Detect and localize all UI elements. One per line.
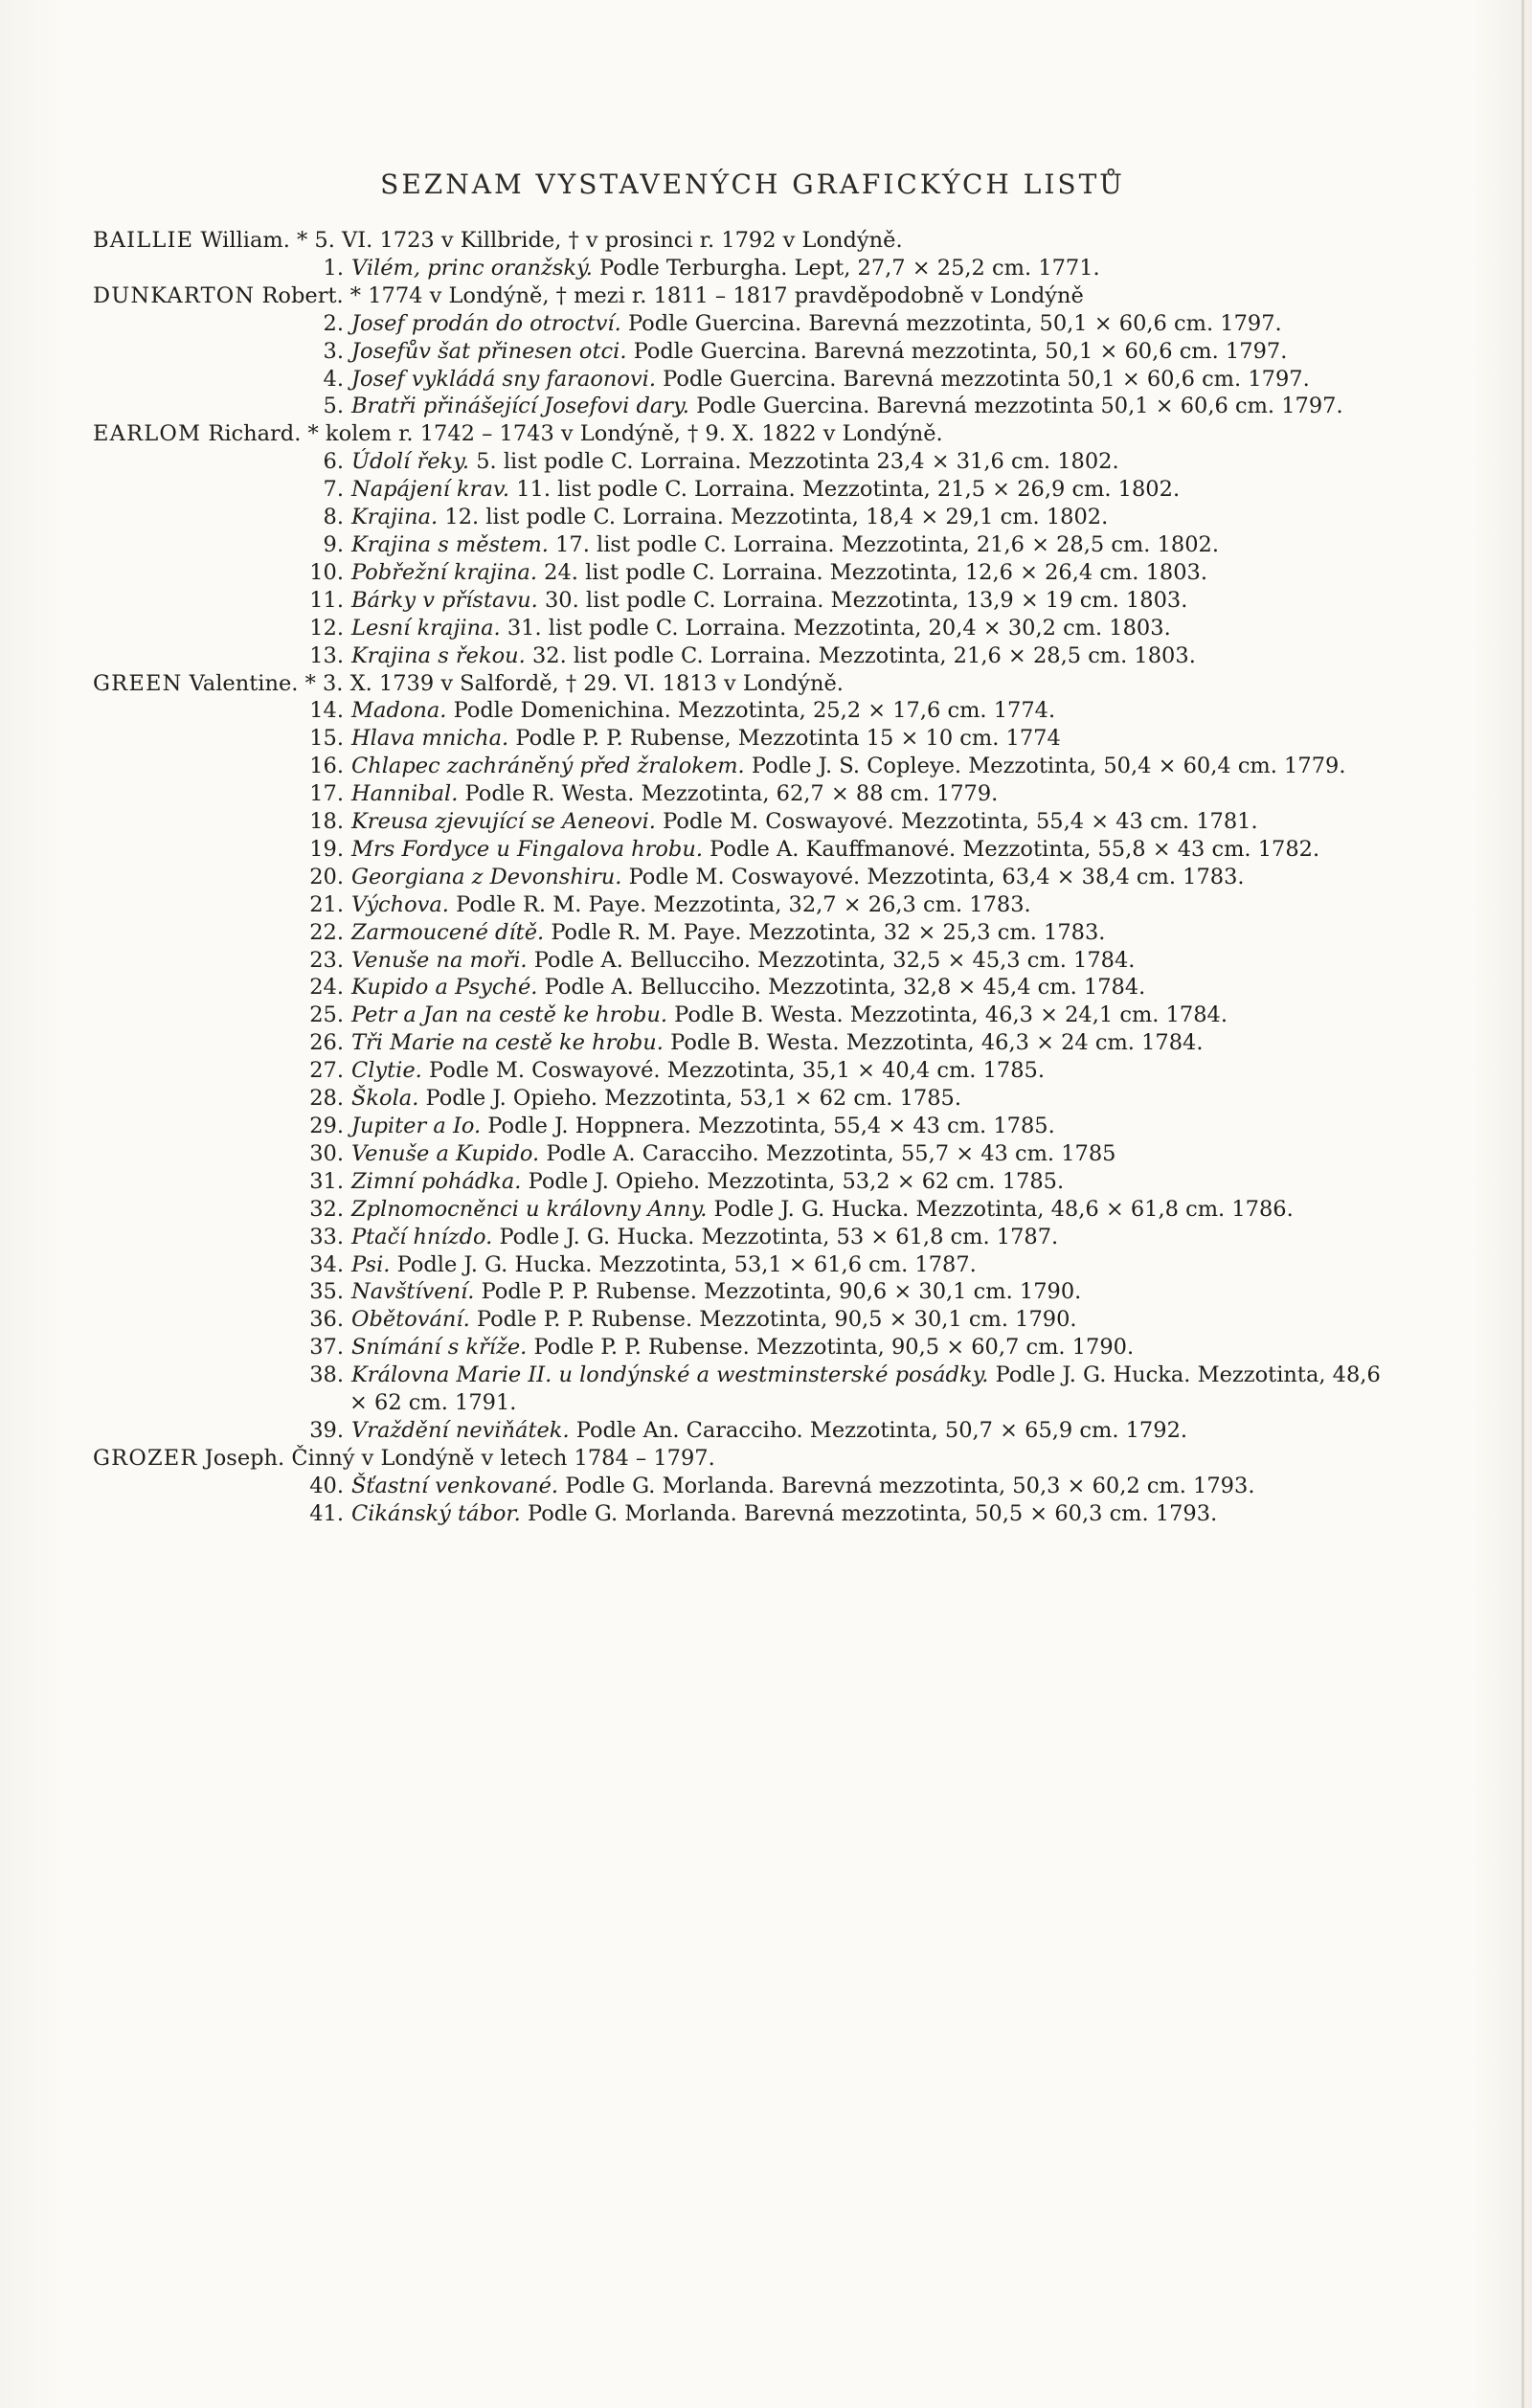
entry-title: Pobřežní krajina.	[351, 559, 537, 585]
entry-title: Vraždění neviňátek.	[351, 1417, 570, 1443]
entry-number: 12.	[309, 615, 344, 641]
entry-number: 25.	[309, 1002, 344, 1028]
entry-number: 13.	[309, 642, 344, 668]
artist-surname: EARLOM	[93, 421, 202, 447]
artist-given-name: Robert.	[261, 282, 344, 308]
catalogue-entry	[309, 919, 1386, 947]
entry-description: Podle An. Caracciho. Mezzotinta, 50,7 × 65,9 cm. 1792.	[575, 1417, 1188, 1443]
catalogue-entry	[309, 1140, 1386, 1168]
entry-description: Podle Terburgha. Lept, 27,7 × 25,2 cm. 1771.	[599, 255, 1100, 281]
entry-title: Krajina s městem.	[351, 531, 549, 557]
entry-title: Mrs Fordyce u Fingalova hrobu.	[351, 836, 703, 862]
entry-title: Obětování.	[351, 1307, 470, 1333]
catalogue-entry	[309, 836, 1386, 864]
catalogue-entry	[323, 338, 1386, 366]
entry-title: Krajina.	[351, 505, 439, 530]
entry-title: Clytie.	[351, 1058, 422, 1084]
entry-description: Podle J. G. Hucka. Mezzotinta, 48,6 × 61,8 cm. 1786.	[713, 1196, 1294, 1222]
artist-given-name: William.	[200, 228, 290, 253]
entry-number: 33.	[309, 1224, 344, 1249]
artist-biography: Činný v Londýně v letech 1784 – 1797.	[291, 1445, 715, 1471]
catalogue-entry	[309, 559, 1386, 587]
entry-description: Podle J. G. Hucka. Mezzotinta, 53,1 × 61,6 cm. 1787.	[396, 1251, 977, 1277]
artist-given-name: Valentine.	[189, 670, 299, 696]
entry-title: Lesní krajina.	[351, 615, 501, 641]
catalogue-entry	[323, 255, 1386, 282]
entry-title: Chlapec zachráněný před žralokem.	[351, 754, 745, 779]
entry-description: Podle Guercina. Barevná mezzotinta, 50,1 × 60,6 cm. 1797.	[633, 338, 1288, 364]
entry-number: 7.	[323, 477, 344, 503]
print-catalogue-list	[93, 227, 1386, 1528]
entry-description: Podle J. S. Copleye. Mezzotinta, 50,4 × 60,4 cm. 1779.	[751, 754, 1346, 779]
entry-title: Petr a Jan na cestě ke hrobu.	[351, 1002, 668, 1028]
catalogue-entry	[309, 587, 1386, 615]
catalogue-entry	[309, 1224, 1386, 1251]
entry-number: 20.	[309, 864, 344, 889]
entry-number: 15.	[309, 726, 344, 752]
entry-number: 18.	[309, 809, 344, 835]
artist-heading	[93, 1445, 1386, 1473]
catalogue-entry	[309, 697, 1386, 725]
catalogue-entry	[309, 864, 1386, 891]
entry-number: 28.	[309, 1086, 344, 1112]
catalogue-entry	[309, 642, 1386, 670]
catalogue-entry	[309, 615, 1386, 642]
catalogue-entry	[309, 1362, 1386, 1417]
artist-heading	[93, 282, 1386, 310]
catalogue-entry	[323, 366, 1386, 394]
entry-description: Podle M. Coswayové. Mezzotinta, 63,4 × 38,4 cm. 1783.	[628, 864, 1245, 889]
entry-description: Podle R. M. Paye. Mezzotinta, 32 × 25,3 cm. 1783.	[551, 919, 1106, 945]
artist-surname: DUNKARTON	[93, 282, 256, 308]
entry-number: 14.	[309, 698, 344, 724]
entry-title: Josefův šat přinesen otci.	[351, 338, 627, 364]
entry-description: Podle P. P. Rubense. Mezzotinta, 90,6 × 30,1 cm. 1790.	[481, 1279, 1082, 1305]
catalogue-entry	[309, 1334, 1386, 1362]
entry-number: 32.	[309, 1196, 344, 1222]
entry-description: Podle J. Opieho. Mezzotinta, 53,2 × 62 cm. 1785.	[528, 1168, 1065, 1194]
catalogue-entry	[309, 780, 1386, 808]
entry-description: Podle J. Hoppnera. Mezzotinta, 55,4 × 43 cm. 1785.	[487, 1114, 1055, 1138]
entry-number: 17.	[309, 781, 344, 807]
artist-surname: BAILLIE	[93, 228, 194, 253]
entry-title: Georgiana z Devonshiru.	[351, 864, 622, 889]
artist-biography: * 3. X. 1739 v Salfordě, † 29. VI. 1813 v Londýně.	[304, 670, 844, 696]
entry-description: Podle A. Caracciho. Mezzotinta, 55,7 × 43 cm. 1785	[546, 1140, 1116, 1166]
entry-description: Podle Domenichina. Mezzotinta, 25,2 × 17,6 cm. 1774.	[453, 698, 1056, 724]
entry-number: 26.	[309, 1030, 344, 1056]
catalogue-entry	[309, 974, 1386, 1001]
entry-title: Šťastní venkované.	[351, 1473, 559, 1498]
catalogue-entry	[309, 891, 1386, 919]
catalogue-entry	[323, 393, 1386, 420]
entry-description: Podle M. Coswayové. Mezzotinta, 55,4 × 43 cm. 1781.	[663, 809, 1258, 835]
entry-number: 6.	[323, 449, 344, 475]
entry-number: 10.	[309, 559, 344, 585]
catalogue-entry	[309, 1057, 1386, 1085]
entry-title: Výchova.	[351, 891, 449, 917]
entry-title: Snímání s kříže.	[351, 1335, 528, 1361]
artist-heading	[93, 227, 1386, 255]
entry-title: Kupido a Psyché.	[351, 975, 538, 1001]
catalogue-entry	[309, 1473, 1386, 1500]
catalogue-entry	[309, 1196, 1386, 1224]
entry-title: Škola.	[351, 1086, 419, 1112]
entry-number: 31.	[309, 1168, 344, 1194]
entry-title: Údolí řeky.	[351, 449, 470, 475]
page-edge-shadow	[1521, 0, 1524, 2408]
entry-number: 5.	[323, 394, 344, 419]
entry-title: Královna Marie II. u londýnské a westminsterské posádky.	[351, 1362, 989, 1388]
entry-number: 22.	[309, 919, 344, 945]
artist-biography: * kolem r. 1742 – 1743 v Londýně, † 9. X. 1822 v Londýně.	[307, 421, 943, 447]
catalogue-entry	[309, 947, 1386, 975]
entry-number: 8.	[323, 505, 344, 530]
catalogue-entry	[309, 1001, 1386, 1029]
entry-number: 38.	[309, 1362, 344, 1388]
entry-title: Kreusa zjevující se Aeneovi.	[351, 809, 656, 835]
entry-title: Josef prodán do otroctví.	[351, 310, 621, 336]
entry-number: 30.	[309, 1140, 344, 1166]
entry-title: Madona.	[351, 698, 447, 724]
entry-title: Venuše na moři.	[351, 947, 528, 973]
page-title: SEZNAM VYSTAVENÝCH GRAFICKÝCH LISTŮ	[380, 169, 1125, 200]
entry-title: Zarmoucené dítě.	[351, 919, 545, 945]
entry-number: 23.	[309, 947, 344, 973]
entry-description: Podle J. Opieho. Mezzotinta, 53,1 × 62 cm. 1785.	[425, 1086, 962, 1112]
entry-number: 36.	[309, 1307, 344, 1333]
entry-description: 30. list podle C. Lorraina. Mezzotinta, 13,9 × 19 cm. 1803.	[544, 587, 1188, 613]
entry-description: 31. list podle C. Lorraina. Mezzotinta, 20,4 × 30,2 cm. 1803.	[507, 615, 1171, 641]
entry-number: 3.	[323, 338, 344, 364]
artist-given-name: Richard.	[208, 421, 302, 447]
entry-description: 32. list podle C. Lorraina. Mezzotinta, 21,6 × 28,5 cm. 1803.	[531, 642, 1196, 668]
catalogue-entry	[309, 1251, 1386, 1279]
entry-description: Podle B. Westa. Mezzotinta, 46,3 × 24,1 cm. 1784.	[674, 1002, 1228, 1028]
entry-description: Podle P. P. Rubense. Mezzotinta, 90,5 × 60,7 cm. 1790.	[533, 1335, 1135, 1361]
entry-title: Zimní pohádka.	[351, 1168, 522, 1194]
entry-number: 39.	[309, 1417, 344, 1443]
entry-description: 5. list podle C. Lorraina. Mezzotinta 23,4 × 31,6 cm. 1802.	[476, 449, 1119, 475]
entry-description: Podle G. Morlanda. Barevná mezzotinta, 50,3 × 60,2 cm. 1793.	[565, 1473, 1255, 1498]
entry-title: Venuše a Kupido.	[351, 1140, 540, 1166]
artist-surname: GREEN	[93, 670, 183, 696]
entry-number: 27.	[309, 1058, 344, 1084]
catalogue-entry	[323, 310, 1386, 338]
entry-number: 34.	[309, 1251, 344, 1277]
entry-description: Podle Guercina. Barevná mezzotinta 50,1 × 60,6 cm. 1797.	[696, 394, 1343, 419]
catalogue-entry	[309, 1278, 1386, 1306]
catalogue-entry	[309, 808, 1386, 836]
entry-title: Cikánský tábor.	[351, 1500, 521, 1526]
entry-number: 21.	[309, 891, 344, 917]
entry-description: 12. list podle C. Lorraina. Mezzotinta, 18,4 × 29,1 cm. 1802.	[444, 505, 1109, 530]
entry-description: Podle G. Morlanda. Barevná mezzotinta, 50,5 × 60,3 cm. 1793.	[528, 1500, 1218, 1526]
entry-description: 24. list podle C. Lorraina. Mezzotinta, 12,6 × 26,4 cm. 1803.	[544, 559, 1208, 585]
entry-description: Podle A. Kauffmanové. Mezzotinta, 55,8 × 43 cm. 1782.	[710, 836, 1320, 862]
entry-description: Podle R. M. Paye. Mezzotinta, 32,7 × 26,3 cm. 1783.	[456, 891, 1031, 917]
artist-biography: * 1774 v Londýně, † mezi r. 1811 – 1817 pravděpodobně v Londýně	[349, 282, 1084, 308]
catalogue-entry	[309, 725, 1386, 753]
catalogue-entry	[323, 476, 1386, 504]
artist-heading	[93, 420, 1386, 448]
entry-number: 24.	[309, 975, 344, 1001]
entry-number: 37.	[309, 1335, 344, 1361]
entry-description: Podle P. P. Rubense, Mezzotinta 15 × 10 cm. 1774	[515, 726, 1061, 752]
entry-description: 11. list podle C. Lorraina. Mezzotinta, 21,5 × 26,9 cm. 1802.	[516, 477, 1181, 503]
entry-description: Podle A. Bellucciho. Mezzotinta, 32,8 × 45,4 cm. 1784.	[544, 975, 1146, 1001]
entry-number: 1.	[323, 255, 344, 281]
entry-title: Hannibal.	[351, 781, 459, 807]
entry-number: 11.	[309, 587, 344, 613]
catalogue-entry	[309, 753, 1386, 780]
catalogue-entry	[309, 1306, 1386, 1334]
entry-title: Napájení krav.	[351, 477, 510, 503]
catalogue-entry	[309, 1168, 1386, 1196]
entry-description: Podle M. Coswayové. Mezzotinta, 35,1 × 40,4 cm. 1785.	[428, 1058, 1045, 1084]
entry-description: Podle J. G. Hucka. Mezzotinta, 53 × 61,8 cm. 1787.	[499, 1224, 1059, 1249]
entry-number: 19.	[309, 836, 344, 862]
entry-description: Podle R. Westa. Mezzotinta, 62,7 × 88 cm. 1779.	[464, 781, 999, 807]
artist-given-name: Joseph.	[204, 1445, 285, 1471]
entry-number: 9.	[323, 531, 344, 557]
catalogue-entry	[309, 1085, 1386, 1113]
entry-title: Bárky v přístavu.	[351, 587, 538, 613]
artist-surname: GROZER	[93, 1445, 198, 1471]
artist-biography: * 5. VI. 1723 v Killbride, † v prosinci r. 1792 v Londýně.	[297, 228, 903, 253]
entry-number: 35.	[309, 1279, 344, 1305]
catalogue-entry	[323, 504, 1386, 531]
catalogue-entry	[309, 1113, 1386, 1140]
entry-description: Podle Guercina. Barevná mezzotinta, 50,1 × 60,6 cm. 1797.	[627, 310, 1282, 336]
entry-description: Podle B. Westa. Mezzotinta, 46,3 × 24 cm. 1784.	[670, 1030, 1204, 1056]
catalogue-entry	[323, 448, 1386, 476]
entry-title: Navštívení.	[351, 1279, 475, 1305]
catalogue-entry	[309, 1500, 1386, 1528]
catalogue-entry	[309, 1029, 1386, 1057]
entry-number: 41.	[309, 1500, 344, 1526]
artist-heading	[93, 670, 1386, 698]
entry-number: 40.	[309, 1473, 344, 1498]
catalogue-entry	[323, 531, 1386, 559]
entry-title: Zplnomocněnci u královny Anny.	[351, 1196, 708, 1222]
entry-number: 29.	[309, 1114, 344, 1138]
entry-number: 4.	[323, 366, 344, 392]
entry-title: Bratři přinášející Josefovi dary.	[351, 394, 689, 419]
entry-description: Podle J. G. Hucka. Mezzotinta, 48,6 × 62 cm. 1791.	[349, 1362, 1381, 1416]
entry-description: Podle P. P. Rubense. Mezzotinta, 90,5 × 30,1 cm. 1790.	[476, 1307, 1077, 1333]
entry-title: Vilém, princ oranžský.	[351, 255, 593, 281]
entry-title: Josef vykládá sny faraonovi.	[351, 366, 656, 392]
entry-description: Podle A. Bellucciho. Mezzotinta, 32,5 × 45,3 cm. 1784.	[533, 947, 1136, 973]
entry-title: Krajina s řekou.	[351, 642, 526, 668]
entry-title: Jupiter a Io.	[351, 1114, 482, 1138]
catalogue-entry	[309, 1417, 1386, 1445]
entry-description: 17. list podle C. Lorraina. Mezzotinta, 21,6 × 28,5 cm. 1802.	[555, 531, 1219, 557]
entry-title: Tři Marie na cestě ke hrobu.	[351, 1030, 664, 1056]
entry-description: Podle Guercina. Barevná mezzotinta 50,1 × 60,6 cm. 1797.	[663, 366, 1310, 392]
entry-title: Psi.	[351, 1251, 391, 1277]
entry-title: Hlava mnicha.	[351, 726, 509, 752]
entry-number: 16.	[309, 754, 344, 779]
entry-number: 2.	[323, 310, 344, 336]
entry-title: Ptačí hnízdo.	[351, 1224, 493, 1249]
